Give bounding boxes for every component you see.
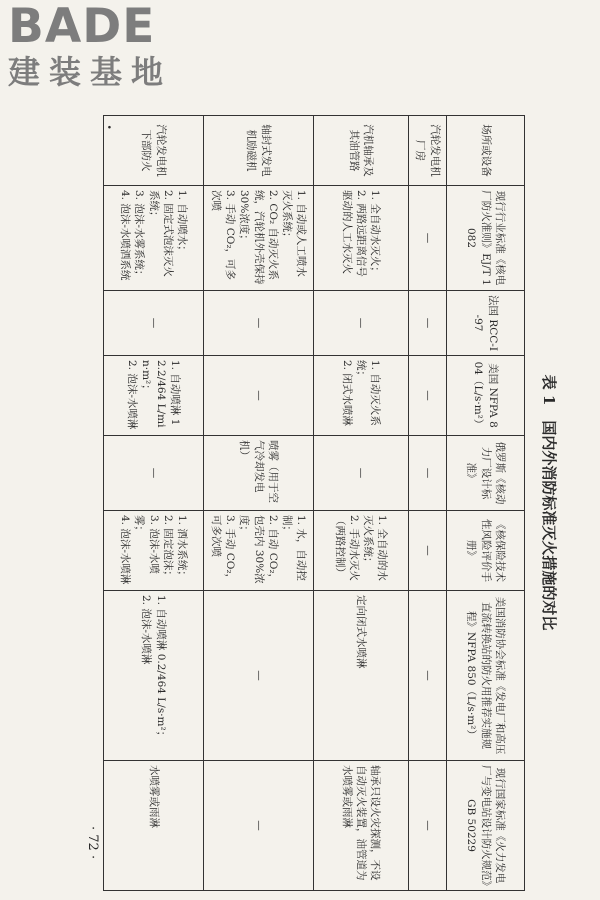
table-cell bbox=[204, 291, 314, 356]
cell-line: 1. 自动喷水； bbox=[175, 190, 188, 256]
table-cell bbox=[409, 511, 447, 591]
cell-line: 1. 全自动水灭火； bbox=[369, 190, 382, 277]
table-cell bbox=[314, 591, 409, 761]
header-cell: 俄罗斯《核动力厂设计标准》 bbox=[447, 436, 525, 511]
cell-line: 1. 自动灭火系统； bbox=[355, 360, 382, 426]
header-cell: 《核保险技术性风险评价手册》 bbox=[447, 511, 525, 591]
table-cell bbox=[204, 511, 314, 591]
row-place-cell: 汽机轴承及其油管路 bbox=[314, 116, 409, 186]
header-cell: 美国消防协会标准《发电厂和高压直流转换站的防火用推荐实施规程》NFPA 850（L/s·m²） bbox=[447, 591, 525, 761]
table-cell bbox=[204, 186, 314, 291]
table-cell bbox=[104, 511, 204, 591]
page-number: · 72 · bbox=[85, 826, 100, 860]
cell-line: 2. 固定泡沫； bbox=[161, 515, 174, 581]
table-cell bbox=[104, 591, 204, 761]
cell-line: 3. 手动 CO₂，可多次喷 bbox=[210, 515, 237, 585]
table-header-row bbox=[447, 116, 525, 891]
logo-subtitle: 建装基地 bbox=[8, 53, 173, 91]
table-caption: 表 1 国内外消防标准灭火措施的对比 bbox=[540, 374, 558, 631]
cell-line: 2. 泡沫-水喷淋 bbox=[140, 595, 153, 665]
table-cell bbox=[104, 436, 204, 511]
cell-line: 水喷雾或雨淋 bbox=[147, 765, 160, 828]
cell-line: — bbox=[147, 467, 160, 479]
header-cell: 现行行业标准《核电厂防火准则》EJ/T 1082 bbox=[447, 186, 525, 291]
cell-line: 1. 自动喷淋 0.2/464 L/s·m²； bbox=[154, 595, 167, 742]
cell-line: 3. 手动 CO₂，可多次喷 bbox=[210, 190, 237, 281]
cell-line: — bbox=[421, 317, 434, 329]
cell-line: 1. 水，自动控制； bbox=[280, 515, 308, 581]
cell-line: 3. 泡沫-水喷雾； bbox=[133, 515, 160, 574]
table-cell bbox=[104, 291, 204, 356]
table-cell bbox=[409, 291, 447, 356]
cell-line: — bbox=[147, 317, 160, 329]
table-cell bbox=[204, 436, 314, 511]
table-cell bbox=[314, 511, 409, 591]
table-row bbox=[104, 116, 204, 891]
header-cell: 法国 RCC-I-97 bbox=[447, 291, 525, 356]
cell-line: 1. 自动或人工喷水灭火系统； bbox=[280, 190, 308, 277]
cell-line: 1. 自动喷淋 12.2/464 L/min·m²； bbox=[140, 360, 181, 428]
cell-line: 3. 泡沫-水雾系统； bbox=[133, 190, 146, 281]
table-cell bbox=[314, 436, 409, 511]
table-cell bbox=[104, 356, 204, 436]
table-cell bbox=[314, 356, 409, 436]
table-row bbox=[409, 116, 447, 891]
table-cell bbox=[204, 591, 314, 761]
cell-line: 4. 泡沫-水喷洒系统 bbox=[119, 190, 132, 281]
table-cell bbox=[104, 761, 204, 891]
cell-line: 2. 自动 CO₂，包壳内 30%浓度； bbox=[238, 515, 279, 585]
table-cell bbox=[314, 761, 409, 891]
table-cell bbox=[409, 761, 447, 891]
cell-line: — bbox=[421, 670, 434, 681]
rotated-page-content bbox=[100, 115, 560, 890]
table-cell bbox=[314, 186, 409, 291]
cell-line: — bbox=[252, 317, 265, 329]
cell-line: 2. 泡沫-水喷淋 bbox=[126, 360, 139, 430]
row-place-cell: 汽轮发电机厂房 bbox=[409, 116, 447, 186]
cell-line: 2. 两路远距离信号驱动的人工水灭火 bbox=[340, 190, 368, 277]
logo-wordmark: BADE bbox=[8, 0, 156, 54]
header-cell: 现行国家标准《火力发电厂与变电站设计防火规范》GB 50229 bbox=[447, 761, 525, 891]
table-cell bbox=[104, 186, 204, 291]
cell-line: — bbox=[421, 467, 434, 479]
cell-line: — bbox=[421, 232, 434, 244]
table-cell bbox=[409, 591, 447, 761]
table-cell bbox=[409, 356, 447, 436]
table-row bbox=[204, 116, 314, 891]
header-cell: 美国 NFPA 804（L/s·m²） bbox=[447, 356, 525, 436]
row-place-cell: 轴封式发电机励磁机 bbox=[204, 116, 314, 186]
cell-line: — bbox=[252, 670, 265, 681]
cell-line: — bbox=[421, 545, 434, 556]
cell-line: 2. CO₂ 自动灭火系统，汽轮机外壳保持 30%浓度； bbox=[238, 190, 279, 285]
table-cell bbox=[409, 186, 447, 291]
comparison-table bbox=[103, 115, 525, 891]
cell-line: 1. 全自动的水灭火系统； bbox=[362, 515, 389, 581]
cell-line: — bbox=[421, 820, 434, 831]
cell-line: 1. 洒水系统； bbox=[175, 515, 188, 581]
table-cell bbox=[314, 291, 409, 356]
header-cell: 场所或设备 bbox=[447, 116, 525, 186]
cell-line: 4. 泡沫-水喷淋 bbox=[119, 515, 132, 585]
cell-line: 定向闭式水喷淋 bbox=[355, 595, 368, 669]
table-cell bbox=[204, 761, 314, 891]
cell-line: 2. 手动水灭火（两路控制） bbox=[333, 515, 360, 581]
cell-line: 2. 闭式水喷淋 bbox=[340, 360, 353, 426]
row-place-cell: 汽轮发电机下部防火 bbox=[104, 116, 204, 186]
cell-line: — bbox=[252, 390, 265, 401]
table-cell bbox=[409, 436, 447, 511]
cell-line: 2. 固定式泡沫灭火系统； bbox=[147, 190, 174, 277]
cell-line: 喷雾（用于空气冷却发电机） bbox=[238, 440, 279, 503]
cell-line: 轴承只设火灾探测，不设自动灭火装置，油管道为水喷雾或雨淋 bbox=[340, 765, 382, 881]
table-row bbox=[314, 116, 409, 891]
brand-logo bbox=[8, 2, 172, 90]
cell-line: — bbox=[355, 467, 368, 479]
table-cell bbox=[204, 356, 314, 436]
cell-line: — bbox=[252, 820, 265, 831]
cell-line: — bbox=[421, 390, 434, 401]
page-mark: · bbox=[107, 120, 112, 136]
cell-line: — bbox=[355, 317, 368, 329]
